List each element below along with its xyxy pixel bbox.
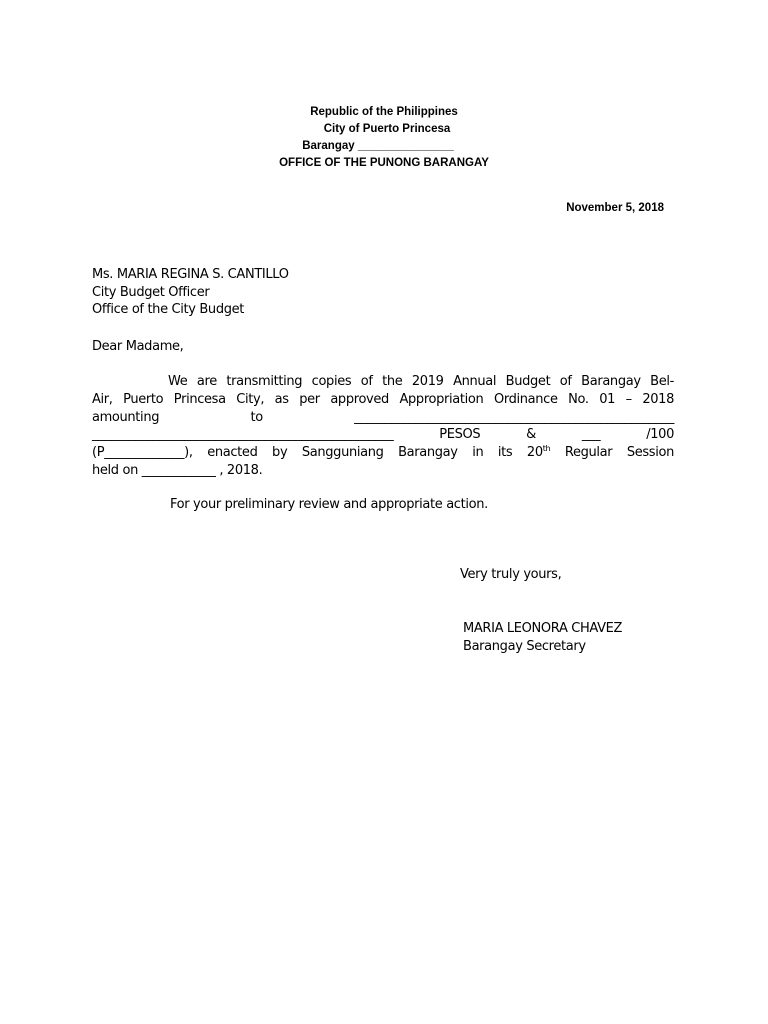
ordinal-suffix: th (542, 444, 551, 454)
body-line (92, 444, 674, 462)
letterhead-city: City of Puerto Princesa (323, 123, 451, 135)
recipient-title: City Budget Officer (92, 284, 210, 300)
recipient-office: Office of the City Budget (92, 302, 245, 317)
body-line-3: amounting to ____________________________________________________ (92, 409, 674, 425)
letterhead-barangay: Barangay _______________ (302, 140, 454, 152)
body-line-2: Air, Puerto Princesa City, as per approved Appropriation Ordinance No. 01 – 2018 (92, 391, 674, 407)
valediction: Very truly yours, (460, 567, 562, 582)
body-line-4: _________________________________________________ PESOS & ___ /100 (92, 427, 674, 443)
body-line-5a: (P_____________), enacted by Sangguniang Barangay in its 20 (92, 445, 543, 461)
salutation: Dear Madame, (92, 339, 184, 354)
recipient-block (92, 266, 289, 319)
letter-date: November 5, 2018 (566, 202, 664, 214)
body-paragraph (92, 373, 674, 480)
recipient-name: Ms. MARIA REGINA S. CANTILLO (92, 267, 289, 282)
letterhead-office: OFFICE OF THE PUNONG BARANGAY (279, 157, 489, 169)
letterhead (0, 104, 768, 172)
closing-note: For your preliminary review and appropriate action. (170, 497, 488, 512)
signer-name: MARIA LEONORA CHAVEZ (463, 621, 623, 636)
letterhead-republic: Republic of the Philippines (310, 106, 458, 118)
signer-position: Barangay Secretary (463, 638, 586, 654)
body-line-6: held on ____________ , 2018. (92, 462, 263, 478)
body-line-5b: Regular Session (550, 445, 674, 461)
body-line-1: We are transmitting copies of the 2019 Annual Budget of Barangay Bel- (168, 374, 674, 389)
body-line (92, 373, 674, 391)
signature-block (463, 620, 622, 655)
